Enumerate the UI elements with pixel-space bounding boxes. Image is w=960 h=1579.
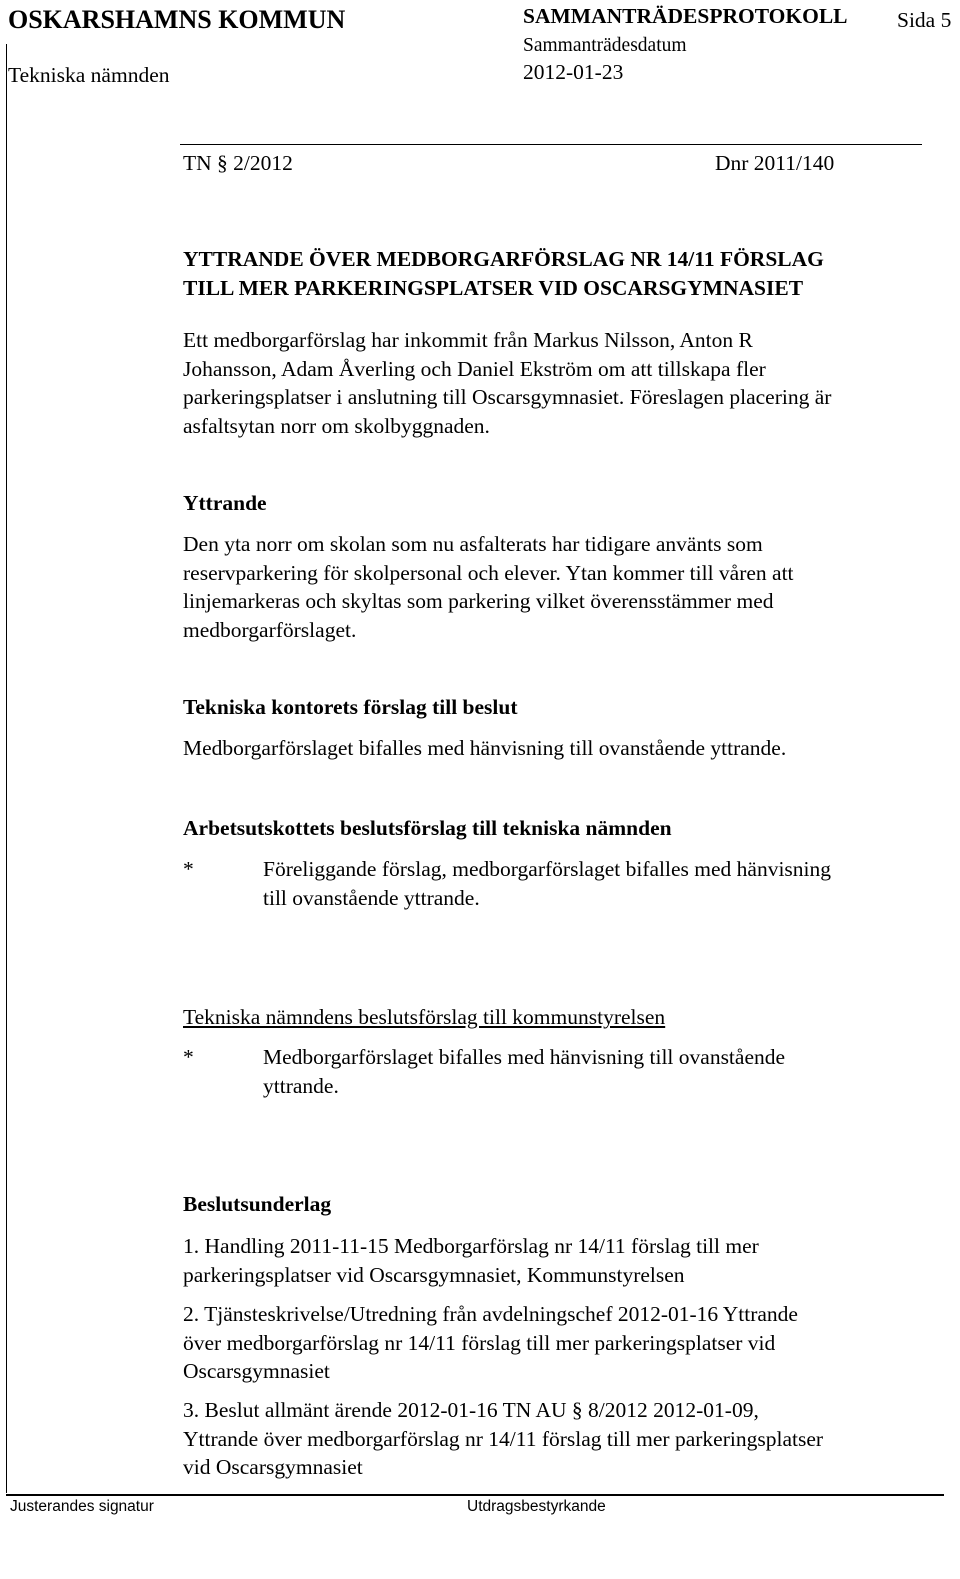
basis-line: vid Oscarsgymnasiet [183,1455,363,1479]
basis-item-2 [183,1300,943,1386]
title-line-1: YTTRANDE ÖVER MEDBORGARFÖRSLAG NR 14/11 FÖRSLAG [183,247,824,271]
left-margin-rule [6,44,7,1493]
intro-line: Ett medborgarförslag har inkommit från Markus Nilsson, Anton R [183,328,753,352]
case-number: TN § 2/2012 [183,151,293,175]
committee-line: till ovanstående yttrande. [263,885,480,910]
office-proposal-heading: Tekniska kontorets förslag till beslut [183,695,518,719]
yttrande-line: Den yta norr om skolan som nu asfalterats har tidigare använts som [183,532,763,556]
basis-line: 1. Handling 2011-11-15 Medborgarförslag nr 14/11 förslag till mer [183,1234,759,1258]
board-line: Medborgarförslaget bifalles med hänvisning till ovanstående [263,1045,786,1069]
protocol-title: SAMMANTRÄDESPROTOKOLL [523,4,848,28]
diary-number: Dnr 2011/140 [715,151,835,175]
board-proposal-text [263,1043,785,1100]
basis-item-1 [183,1232,943,1289]
meeting-date: 2012-01-23 [523,60,624,84]
intro-line: parkeringsplatser i anslutning till Oscarsgymnasiet. Föreslagen placering är [183,385,832,409]
document-title [183,245,943,302]
intro-line: Johansson, Adam Åverling och Daniel Ekström om att tillskapa fler [183,356,766,381]
header-divider [180,144,922,145]
signature-label: Justerandes signatur [10,1498,154,1515]
committee-line: Föreliggande förslag, medborgarförslaget bifalles med hänvisning [263,857,832,881]
footer-divider [6,1494,944,1496]
board-proposal-heading: Tekniska nämndens beslutsförslag till kommunstyrelsen [183,1005,666,1029]
yttrande-line: linjemarkeras och skyltas som parkering vilket överensstämmer med [183,589,774,613]
board-name: Tekniska nämnden [8,63,170,87]
basis-line: Oscarsgymnasiet [183,1359,330,1383]
basis-line: över medborgarförslag nr 14/11 förslag till mer parkeringsplatser vid [183,1330,776,1355]
yttrande-line: reservparkering för skolpersonal och elever. Ytan kommer till våren att [183,560,794,585]
basis-line: 2. Tjänsteskrivelse/Utredning från avdelningschef 2012-01-16 Yttrande [183,1302,798,1326]
basis-line: parkeringsplatser vid Oscarsgymnasiet, Kommunstyrelsen [183,1262,685,1287]
municipality-name: OSKARSHAMNS KOMMUN [8,5,346,34]
yttrande-line: medborgarförslaget. [183,617,357,642]
extract-certification-label: Utdragsbestyrkande [467,1498,606,1515]
committee-proposal-heading: Arbetsutskottets beslutsförslag till tekniska nämnden [183,816,672,840]
intro-paragraph [183,326,943,440]
basis-item-3 [183,1396,943,1482]
yttrande-heading: Yttrande [183,491,267,515]
yttrande-paragraph [183,530,943,644]
board-bullet: * [183,1045,194,1069]
office-proposal-text: Medborgarförslaget bifalles med hänvisning till ovanstående yttrande. [183,736,787,760]
page-number: Sida 5 [897,8,952,32]
committee-proposal-text [263,855,831,912]
committee-bullet: * [183,857,194,881]
basis-line: Yttrande över medborgarförslag nr 14/11 förslag till mer parkeringsplatser [183,1426,824,1451]
board-line: yttrande. [263,1073,339,1098]
basis-heading: Beslutsunderlag [183,1192,332,1216]
basis-line: 3. Beslut allmänt ärende 2012-01-16 TN AU § 8/2012 2012-01-09, [183,1398,759,1422]
title-line-2: TILL MER PARKERINGSPLATSER VID OSCARSGYMNASIET [183,275,804,300]
meeting-date-label: Sammanträdesdatum [523,35,687,56]
intro-line: asfaltsytan norr om skolbyggnaden. [183,413,490,438]
